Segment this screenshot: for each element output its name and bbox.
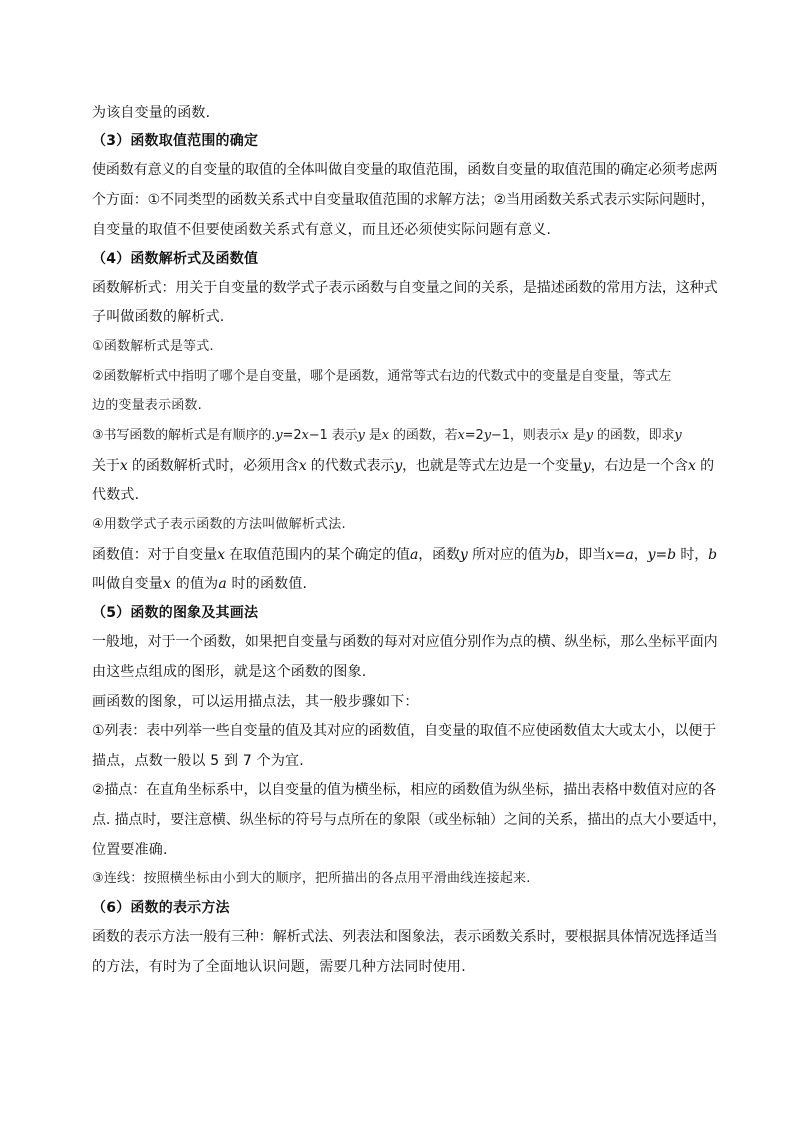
paragraph-line: 函数的表示方法一般有三种：解析式法、列表法和图象法，表示函数关系时，要根据具体情况选择适当 (92, 929, 718, 945)
list-item: ①列表：表中列举一些自变量的值及其对应的函数值，自变量的取值不应使函数值太大或太小，以便于 (92, 723, 717, 739)
list-item-continued: 代数式. (92, 487, 140, 503)
section-heading-4: （4）函数解析式及函数值 (92, 251, 259, 267)
list-item-continued: 关于x 的函数解析式时，必须用含x 的代数式表示y，也就是等式左边是一个变量y，右边是一个含x 的 (92, 458, 715, 474)
paragraph-line: 函数值：对于自变量x 在取值范围内的某个确定的值a，函数y 所对应的值为b，即当x=a，y=b 时，b (92, 547, 718, 563)
paragraph-line: 为该自变量的函数. (92, 105, 211, 121)
list-item-continued: 点. 描点时，要注意横、纵坐标的符号与点所在的象限（或坐标轴）之间的关系，描出的点大小要适中， (92, 812, 727, 828)
list-item: ②描点：在直角坐标系中，以自变量的值为横坐标，相应的函数值为纵坐标，描出表格中数值对应的各 (92, 782, 717, 798)
paragraph-line: 叫做自变量x 的值为a 时的函数值. (92, 576, 308, 592)
paragraph-line: 自变量的取值不但要使函数关系式有意义，而且还必须使实际问题有意义. (92, 222, 552, 238)
section-heading-5: （5）函数的图象及其画法 (92, 605, 259, 621)
paragraph-line: 的方法，有时为了全面地认识问题，需要几种方法同时使用. (92, 959, 466, 975)
paragraph-line: 函数解析式：用关于自变量的数学式子表示函数与自变量之间的关系，是描述函数的常用方法，这种式 (92, 280, 718, 296)
list-item: ④用数学式子表示函数的方法叫做解析式法. (92, 517, 346, 532)
list-item: ②函数解析式中指明了哪个是自变量，哪个是函数，通常等式右边的代数式中的变量是自变量，等式左 (92, 369, 672, 384)
paragraph-line: 使函数有意义的自变量的取值的全体叫做自变量的取值范围，函数自变量的取值范围的确定必须考虑两 (92, 162, 718, 178)
list-item: ③书写函数的解析式是有顺序的.y=2x−1 表示y 是x 的函数，若x=2y−1，则表示x 是y 的函数，即求y (92, 428, 682, 443)
paragraph-line: 由这些点组成的图形，就是这个函数的图象. (92, 664, 367, 680)
section-heading-6: （6）函数的表示方法 (92, 900, 230, 916)
list-item: ①函数解析式是等式. (92, 339, 214, 354)
section-heading-3: （3）函数取值范围的确定 (92, 133, 259, 149)
paragraph-line: 子叫做函数的解析式. (92, 309, 225, 325)
list-item: ③连线：按照横坐标由小到大的顺序，把所描出的各点用平滑曲线连接起来. (92, 871, 531, 886)
list-item-continued: 边的变量表示函数. (92, 398, 202, 413)
paragraph-line: 画函数的图象，可以运用描点法，其一般步骤如下： (92, 694, 419, 710)
paragraph-line: 一般地，对于一个函数，如果把自变量与函数的每对对应值分别作为点的横、纵坐标，那么坐标平面内 (92, 634, 718, 650)
list-item-continued: 位置要准确. (92, 842, 168, 858)
list-item-continued: 描点，点数一般以 5 到 7 个为宜. (92, 753, 304, 769)
paragraph-line: 个方面：①不同类型的函数关系式中自变量取值范围的求解方法；②当用函数关系式表示实际问题时， (92, 192, 715, 208)
